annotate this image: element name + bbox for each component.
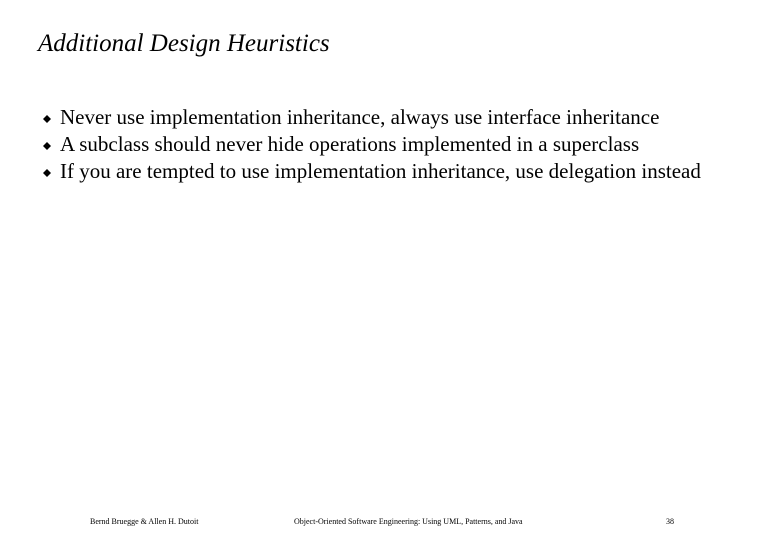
bullet-list bbox=[52, 104, 767, 185]
bullet-item bbox=[52, 131, 767, 158]
diamond-bullet-icon bbox=[43, 142, 51, 150]
diamond-bullet-icon bbox=[43, 115, 51, 123]
footer-book-title: Object-Oriented Software Engineering: Using UML, Patterns, and Java bbox=[294, 517, 523, 526]
bullet-text: Never use implementation inheritance, always use interface inheritance bbox=[60, 105, 660, 129]
diamond-bullet-icon bbox=[43, 169, 51, 177]
footer-authors: Bernd Bruegge & Allen H. Dutoit bbox=[90, 517, 199, 526]
bullet-text: If you are tempted to use implementation inheritance, use delegation instead bbox=[60, 159, 701, 183]
footer-page-number: 38 bbox=[666, 517, 674, 526]
bullet-text: A subclass should never hide operations implemented in a superclass bbox=[60, 132, 640, 156]
bullet-item bbox=[52, 158, 767, 185]
bullet-item bbox=[52, 104, 767, 131]
slide-title: Additional Design Heuristics bbox=[38, 30, 330, 57]
